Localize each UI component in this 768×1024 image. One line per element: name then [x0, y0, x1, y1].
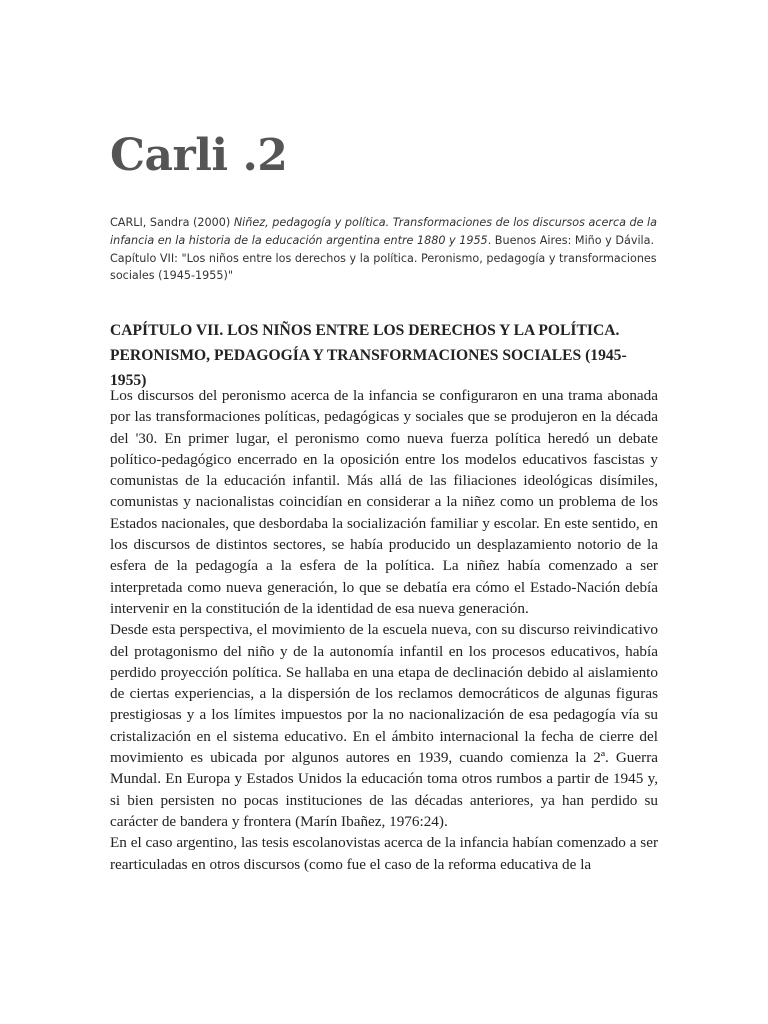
paragraph: Los discursos del peronismo acerca de la infancia se configuraron en una trama abonada por las transformaciones políticas, pedagógicas y sociales que se produjeron en la década del '30. En primer lugar, el peronismo como nueva fuerza política heredó un debate político-pedagógico encerrado en la oposición entre los modelos educativos fascistas y comunistas de la educación infantil. Más allá de las filiaciones ideológicas disímiles, comunistas y nacionalistas coincidían en considerar a la niñez como un problema de los Estados nacionales, que desbordaba la socialización familiar y escolar. En este sentido, en los discursos de distintos sectores, se había producido un desplazamiento notorio de la esfera de la pedagogía a la esfera de la política. La niñez había comenzado a ser interpretada como nueva generación, lo que se debatía era cómo el Estado-Nación debía intervenir en la constitución de la identidad de esa nueva generación. — [110, 387, 658, 617]
citation-publisher: . Buenos Aires: Miño y Dávila. — [487, 233, 655, 247]
citation-book-title: Niñez, pedagogía y política. Transformaciones de los discursos acerca de la infancia en la historia de la educación argentina entre 1880 y 1955 — [110, 216, 658, 247]
body-text — [110, 385, 658, 875]
citation-chapter-ref: Capítulo VII: "Los niños entre los derechos y la política. Peronismo, pedagogía y transformaciones sociales (1945-1955)" — [110, 251, 657, 283]
chapter-heading: CAPÍTULO VII. LOS NIÑOS ENTRE LOS DERECHOS Y LA POLÍTICA. PERONISMO, PEDAGOGÍA Y TRANSFORMACIONES SOCIALES (1945-1955) — [110, 322, 627, 389]
document-title: Carli .2 — [110, 130, 288, 181]
bibliographic-citation — [110, 214, 658, 285]
paragraph: Desde esta perspectiva, el movimiento de la escuela nueva, con su discurso reivindicativo del protagonismo del niño y de la autonomía infantil en los procesos educativos, había perdido proyección política. Se hallaba en una etapa de declinación debido al aislamiento de ciertas experiencias, a la dispersión de los reclamos democráticos de algunas figuras prestigiosas y a los límites impuestos por la no nacionalización de esa pedagogía vía su cristalización en el sistema educativo. En el ámbito internacional la fecha de cierre del movimiento es ubicada por algunos autores en 1939, cuando comienza la 2ª. Guerra Mundal. En Europa y Estados Unidos la educación toma otros rumbos a partir de 1945 y, si bien persisten no pocas instituciones de las décadas anteriores, ya han perdido su carácter de bandera y frontera (Marín Ibañez, 1976:24). — [110, 621, 658, 830]
citation-author-year: CARLI, Sandra (2000) — [110, 216, 234, 229]
paragraph: En el caso argentino, las tesis escolanovistas acerca de la infancia habían comenzado a ser rearticuladas en otros discursos (como fue el caso de la reforma educativa de la — [110, 834, 658, 873]
